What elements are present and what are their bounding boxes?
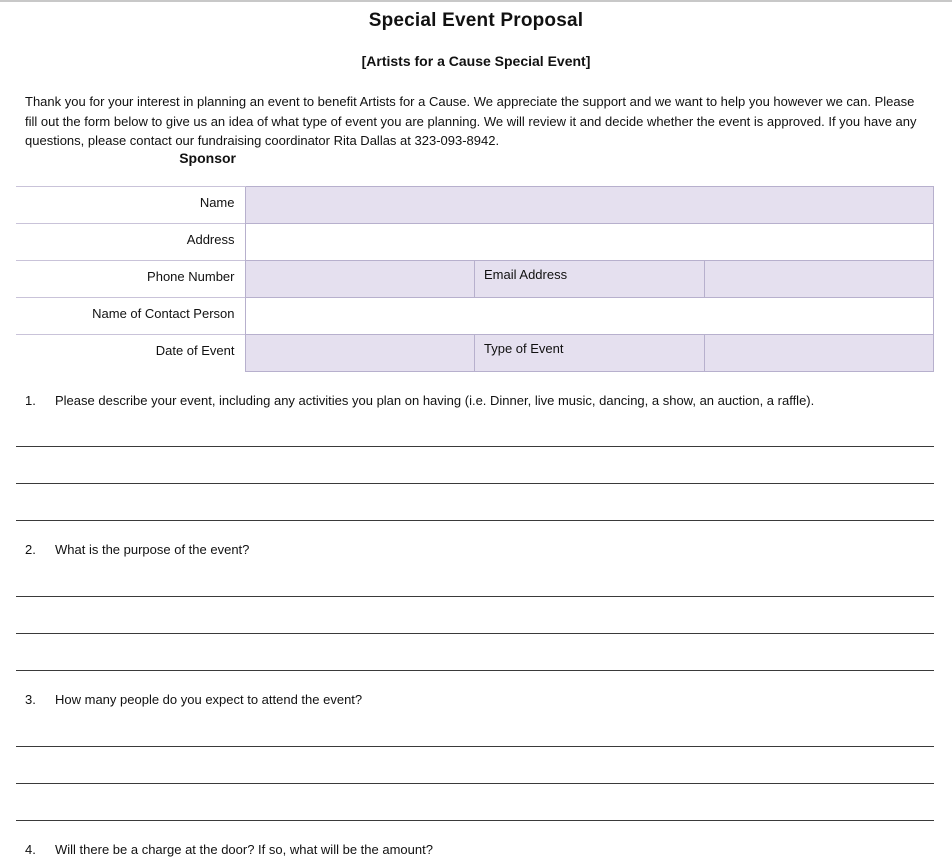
question-text: Please describe your event, including any activities you plan on having (i.e. Dinner, live music, dancing, a show, an auction, a raffle). [55, 393, 815, 408]
question-1 [25, 393, 814, 408]
address-label: Address [16, 224, 245, 261]
phone-email-row [16, 261, 934, 298]
type-field[interactable] [704, 335, 934, 372]
contact-field[interactable] [245, 298, 934, 335]
name-field[interactable] [245, 187, 934, 224]
top-border [0, 0, 952, 2]
question-number: 4. [25, 842, 36, 857]
answer-line[interactable] [16, 820, 934, 821]
name-label: Name [16, 187, 245, 224]
question-number: 1. [25, 393, 36, 408]
email-label: Email Address [475, 261, 705, 298]
question-text: Will there be a charge at the door? If so, what will be the amount? [55, 842, 433, 857]
address-field[interactable] [245, 224, 934, 261]
question-2 [25, 542, 249, 557]
type-label: Type of Event [475, 335, 705, 372]
address-row [16, 224, 934, 261]
answer-line[interactable] [16, 483, 934, 484]
date-type-row [16, 335, 934, 372]
page-subtitle: [Artists for a Cause Special Event] [361, 53, 591, 69]
phone-field[interactable] [245, 261, 475, 298]
question-text: How many people do you expect to attend the event? [55, 692, 363, 707]
answer-line[interactable] [16, 670, 934, 671]
question-4 [25, 842, 433, 857]
question-number: 2. [25, 542, 36, 557]
intro-paragraph: Thank you for your interest in planning an event to benefit Artists for a Cause. We appreciate the support and we want to help you however we can. Please fill out the form below to give us an idea of what type of event you are planning. We will review it and decide whether the event is approved. If you have any questions, please contact our fundraising coordinator Rita Dallas at 323-093-8942. [25, 94, 917, 148]
sponsor-heading: Sponsor [179, 150, 236, 166]
answer-line[interactable] [16, 783, 934, 784]
question-text: What is the purpose of the event? [55, 542, 250, 557]
contact-row [16, 298, 934, 335]
name-row [16, 187, 934, 224]
question-number: 3. [25, 692, 36, 707]
answer-line[interactable] [16, 746, 934, 747]
email-field[interactable] [704, 261, 934, 298]
sponsor-form-table [16, 186, 934, 372]
date-field[interactable] [245, 335, 475, 372]
answer-line[interactable] [16, 596, 934, 597]
contact-label: Name of Contact Person [16, 298, 245, 335]
page-title: Special Event Proposal [368, 10, 584, 31]
date-label: Date of Event [16, 335, 245, 372]
answer-line[interactable] [16, 446, 934, 447]
answer-line[interactable] [16, 633, 934, 634]
answer-line[interactable] [16, 520, 934, 521]
question-3 [25, 692, 362, 707]
phone-label: Phone Number [16, 261, 245, 298]
